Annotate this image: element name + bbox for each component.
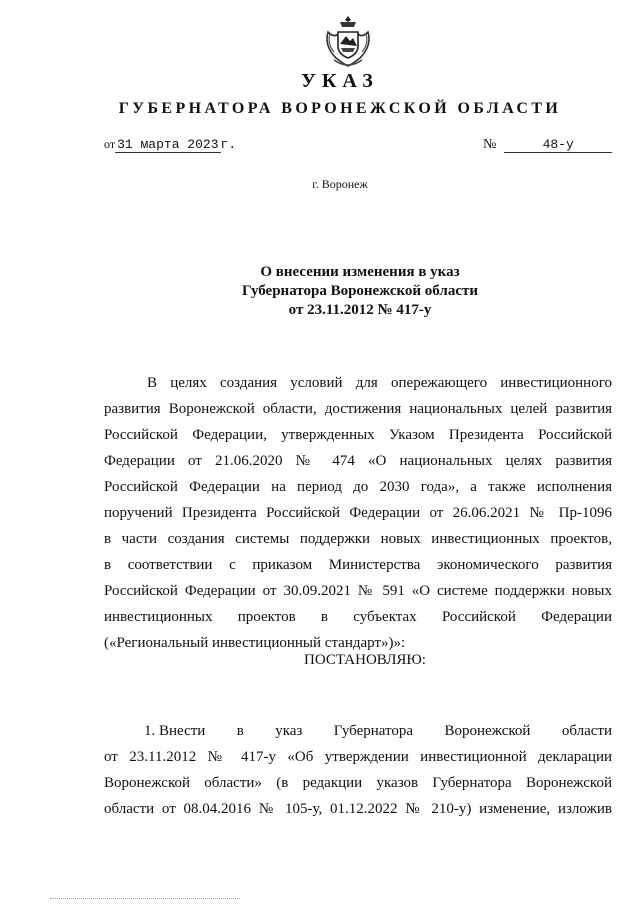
text-line: Российской Федерации от 30.09.2021 № 591 «О системе поддержки новых (104, 583, 612, 599)
word: Федерации (541, 609, 612, 625)
date-suffix: г. (220, 137, 237, 152)
subject-line: от 23.11.2012 № 417-у (288, 302, 432, 318)
resolve-heading: ПОСТАНОВЛЯЮ: (304, 652, 426, 668)
page-edge-divider (50, 898, 240, 900)
document-subject (0, 263, 640, 320)
word: указ (275, 723, 303, 739)
document-type-title: УКАЗ (301, 70, 379, 92)
text-line (104, 604, 612, 630)
text-line (104, 718, 612, 744)
word: Воронежской (444, 723, 531, 739)
word: инвестиционных (104, 609, 213, 625)
text-line: Российской Федерации, утвержденных Указом Президента Российской (104, 427, 612, 443)
item-1-paragraph (104, 718, 612, 822)
text-line: от 23.11.2012 № 417-у «Об утверждении инвестиционной декларации (104, 749, 612, 765)
text-line: области от 08.04.2016 № 105-у, 01.12.2022 № 210-у) изменение, изложив (104, 801, 612, 817)
subject-line: О внесении изменения в указ (260, 264, 460, 280)
text-line: развития Воронежской области, достижения национальных целей развития (104, 401, 612, 417)
date-prefix: от (104, 137, 116, 151)
subject-line: Губернатора Воронежской области (241, 283, 479, 299)
word: проектов (237, 609, 296, 625)
word: Российской (441, 609, 516, 625)
word: Губернатора (333, 723, 414, 739)
issuer-title: ГУБЕРНАТОРА ВОРОНЕЖСКОЙ ОБЛАСТИ (118, 100, 562, 117)
text-line: Федерации от 21.06.2020 № 474 «О национальных целях развития (104, 453, 612, 469)
text-line: («Региональный инвестиционный стандарт»)»: (104, 635, 406, 651)
word: области (561, 723, 612, 739)
word: 1. Внести (144, 723, 206, 739)
text-line: В целях создания условий для опережающего инвестиционного (147, 375, 612, 391)
word: в (320, 609, 329, 625)
text-line: в соответствии с приказом Министерства экономического развития (104, 557, 612, 573)
text-line: поручений Президента Российской Федерации от 26.06.2021 № Пр-1096 (104, 505, 612, 521)
city-label: г. Воронеж (312, 177, 368, 191)
coat-of-arms-icon (322, 14, 374, 70)
preamble-paragraph (104, 370, 612, 656)
text-line: Воронежской области» (в редакции указов Губернатора Воронежской (104, 775, 612, 791)
date-value: 31 марта 2023 (117, 137, 219, 152)
number-sign: № (483, 137, 497, 152)
number-value: 48-у (504, 137, 612, 153)
word: в (236, 723, 244, 739)
text-line: в части создания системы поддержки новых инвестиционных проектов, (104, 531, 612, 547)
word: субъектах (353, 609, 417, 625)
text-line: Российской Федерации на период до 2030 года», а также исполнения (104, 479, 612, 495)
number-field (483, 137, 612, 153)
date-field (104, 137, 236, 152)
